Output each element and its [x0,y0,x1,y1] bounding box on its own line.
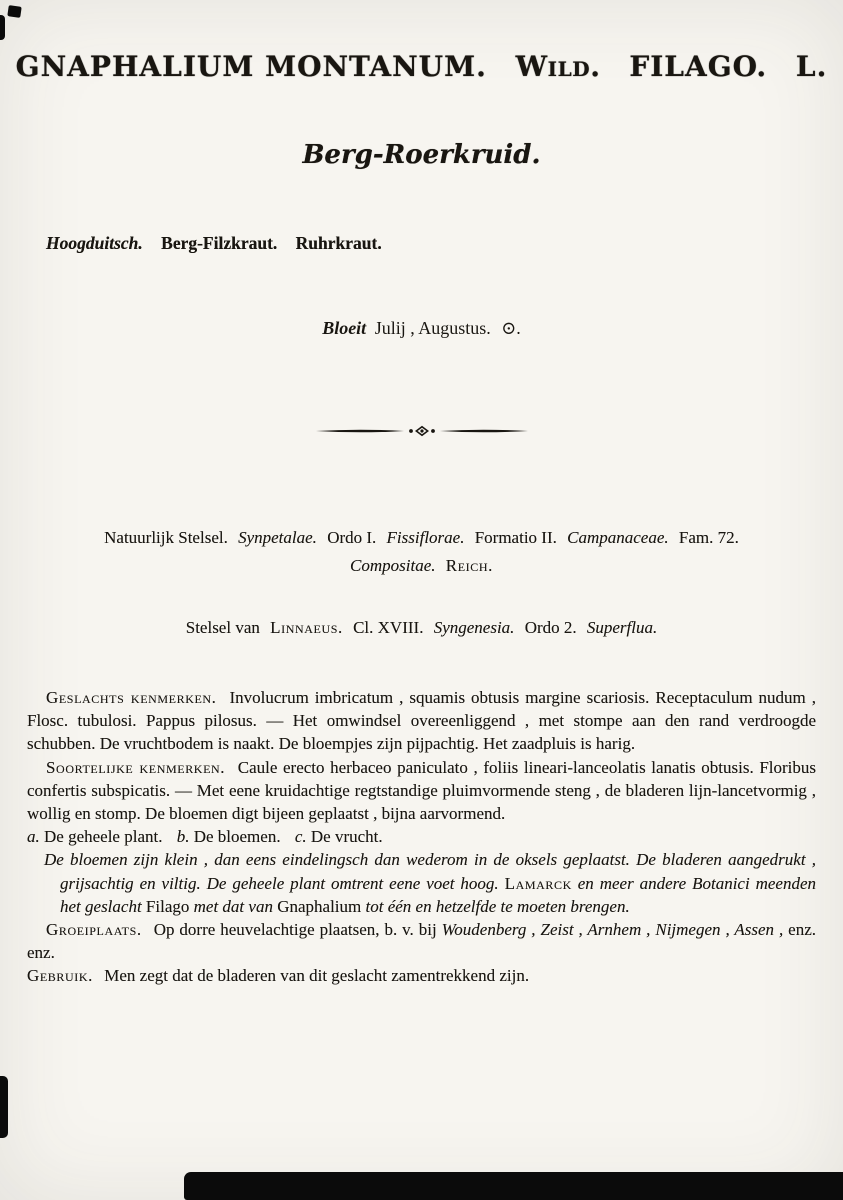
linnaeus-ordo-name: Superflua. [586,618,658,637]
natural-system-line-1 [0,524,843,552]
divider-ornament-icon [313,424,531,438]
scan-artifact-left-edge-bottom [0,1076,8,1138]
ordo-fissiflorae: Fissiflorae. [386,528,465,547]
figure-key-c-label: c. [294,827,307,847]
authority-reichenbach: Reich. [445,556,493,575]
formatio-campanaceae: Campanaceae. [567,528,669,547]
habitat-etc: enz. enz. [27,920,817,963]
remark-genus-gnaphalium: Gnaphalium [277,896,362,916]
figure-key-b-label: b. [176,827,190,847]
scan-artifact-bottom-bar [184,1172,843,1200]
paragraph-use [27,964,816,987]
title-author-linnaeus: L. [795,50,828,83]
title-synonym-genus: FILAGO. [629,50,768,83]
figure-key-b-text: De bloemen. [193,827,281,847]
habitat-place-names: Woudenberg , Zeist , Arnhem , Nijmegen , Assen , [441,920,784,940]
scan-artifact-top-left-edge [0,15,5,40]
body-text [27,686,816,988]
paragraph-genus-characteristics [27,686,816,756]
title-author-willdenow: Wild. [515,50,601,83]
natural-system-line-2 [0,552,843,580]
paragraph-figure-key [27,825,816,848]
genus-characteristics-text: Involucrum imbricatum , squamis obtusis margine scariosis. Receptaculum nudum , Flosc. tubulosi. Pappus pilosus. — Het omwindsel overeenliggend , met stompe aan den rand verdroogde schubben. De vruchtbodem is naakt. De bloempjes zijn pijpachtig. Het zaadpluis is harig. [27,688,817,754]
linnaeus-label: Stelsel van [185,618,260,637]
german-label: Hoogduitsch. [46,233,143,253]
formatio-number: Formatio II. [474,528,557,547]
scan-artifact-top-left-blob [7,5,21,18]
linnaeus-ordo: Ordo 2. [524,618,577,637]
habitat-label: Groeiplaats. [46,920,142,940]
bloom-period-line [0,318,843,339]
annual-plant-symbol-icon: ⊙. [501,318,521,338]
species-characteristics-label: Soortelijke kenmerken. [46,757,226,777]
bloom-months: Julij , Augustus. [374,318,491,338]
remark-text-1: De bloemen zijn klein , dan eens eindelingsch dan wederom in de oksels geplaatst. De bladeren aangedrukt , grijsachtig en viltig. De geheele plant omtrent eene voet hoog. [44,850,816,893]
figure-key-a-label: a. [27,827,40,847]
page-title [0,50,843,83]
paragraph-species-characteristics [27,756,816,826]
german-names-line [46,233,382,254]
natural-system-label: Natuurlijk Stelsel. [104,528,228,547]
habitat-text: Op dorre heuvelachtige plaatsen, b. v. bij [153,920,437,940]
german-name-1: Berg-Filzkraut. [161,233,278,253]
remark-genus-filago: Filago [145,896,190,916]
paragraph-remark [44,848,817,918]
linnaeus-name: Linnaeus. [270,618,343,637]
bloom-label: Bloeit [322,318,367,338]
linnaean-classification [0,618,843,638]
use-label: Gebruik. [27,966,93,986]
family-compositae: Compositae. [350,556,436,575]
family-number: Fam. 72. [678,528,739,547]
figure-key-a-text: De geheele plant. [44,827,163,847]
section-divider [0,424,843,438]
genus-characteristics-label: Geslachts kenmerken. [46,688,217,707]
title-genus-species: GNAPHALIUM MONTANUM. [15,50,487,83]
linnaeus-class: Cl. XVIII. [353,618,424,637]
remark-lamarck-name: Lamarck [504,873,572,893]
remark-text-2: en meer andere Botanici meenden het geslacht [60,873,817,916]
use-text: Men zegt dat de bladeren van dit geslacht zamentrekkend zijn. [104,966,530,986]
species-characteristics-text: Caule erecto herbaceo paniculato , foliis lineari-lanceolatis lanatis obtusis. Floribus confertis subspicatis. — Met eene kruidachtige regtstandige pluimvormende steng , de bladeren lijn-lancetvormig , wollig en stomp. De bloemen digt bijeen geplaatst , bijna aarvormend. [27,757,816,824]
remark-text-3: met dat van [193,896,273,916]
class-synpetalae: Synpetalae. [238,528,317,547]
figure-key-c-text: De vrucht. [310,827,383,847]
remark-text-4: tot één en hetzelfde te moeten brengen. [365,896,630,916]
ordo-number: Ordo I. [327,528,377,547]
dutch-common-name: Berg-Roerkruid. [302,140,541,170]
linnaeus-class-name: Syngenesia. [433,618,515,637]
german-name-2: Ruhrkraut. [295,233,382,253]
paragraph-habitat [27,918,816,964]
natural-system-classification [0,524,843,580]
